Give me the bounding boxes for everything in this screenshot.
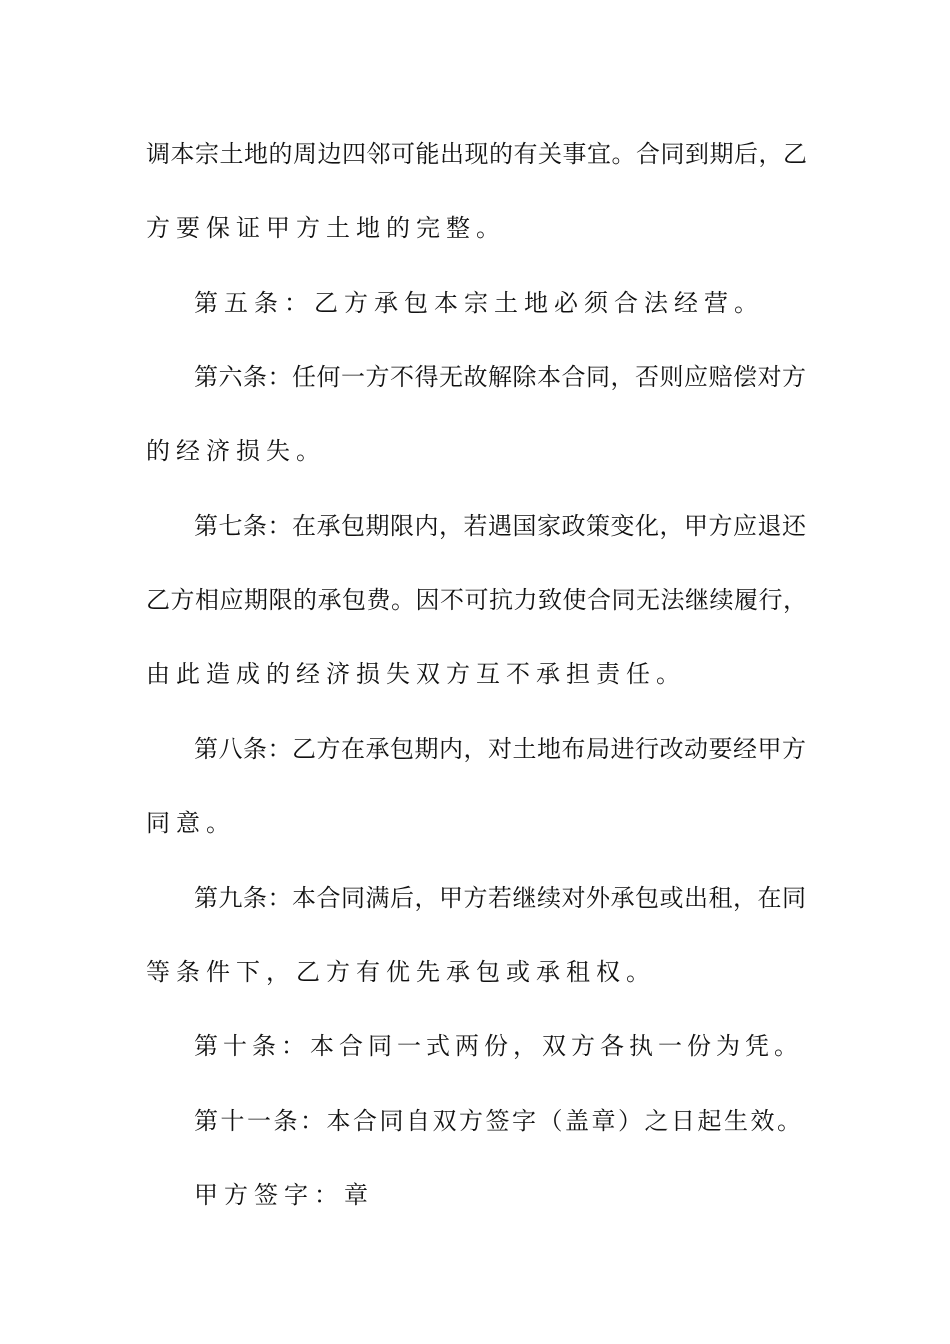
- text-line-9: 第八条：乙方在承包期内，对土地布局进行改动要经甲方: [194, 735, 807, 763]
- text-line-8: 由此造成的经济损失双方互不承担责任。: [146, 660, 686, 688]
- text-line-12: 等条件下，乙方有优先承包或承租权。: [146, 958, 656, 986]
- text-line-10: 同意。: [146, 809, 236, 837]
- text-line-3: 第五条：乙方承包本宗土地必须合法经营。: [194, 289, 764, 317]
- text-line-15: 甲方签字：章: [194, 1181, 374, 1209]
- text-line-14: 第十一条：本合同自双方签字（盖章）之日起生效。: [194, 1107, 804, 1135]
- text-line-6: 第七条：在承包期限内，若遇国家政策变化，甲方应退还: [194, 512, 807, 540]
- text-line-1: 调本宗土地的周边四邻可能出现的有关事宜。合同到期后，乙: [146, 140, 808, 168]
- text-line-2: 方要保证甲方土地的完整。: [146, 214, 506, 242]
- text-line-5: 的经济损失。: [146, 437, 326, 465]
- text-line-7: 乙方相应期限的承包费。因不可抗力致使合同无法继续履行，: [146, 586, 808, 614]
- text-line-13: 第十条：本合同一式两份，双方各执一份为凭。: [194, 1032, 803, 1060]
- text-line-4: 第六条：任何一方不得无故解除本合同，否则应赔偿对方: [194, 363, 807, 391]
- text-line-11: 第九条：本合同满后，甲方若继续对外承包或出租，在同: [194, 884, 807, 912]
